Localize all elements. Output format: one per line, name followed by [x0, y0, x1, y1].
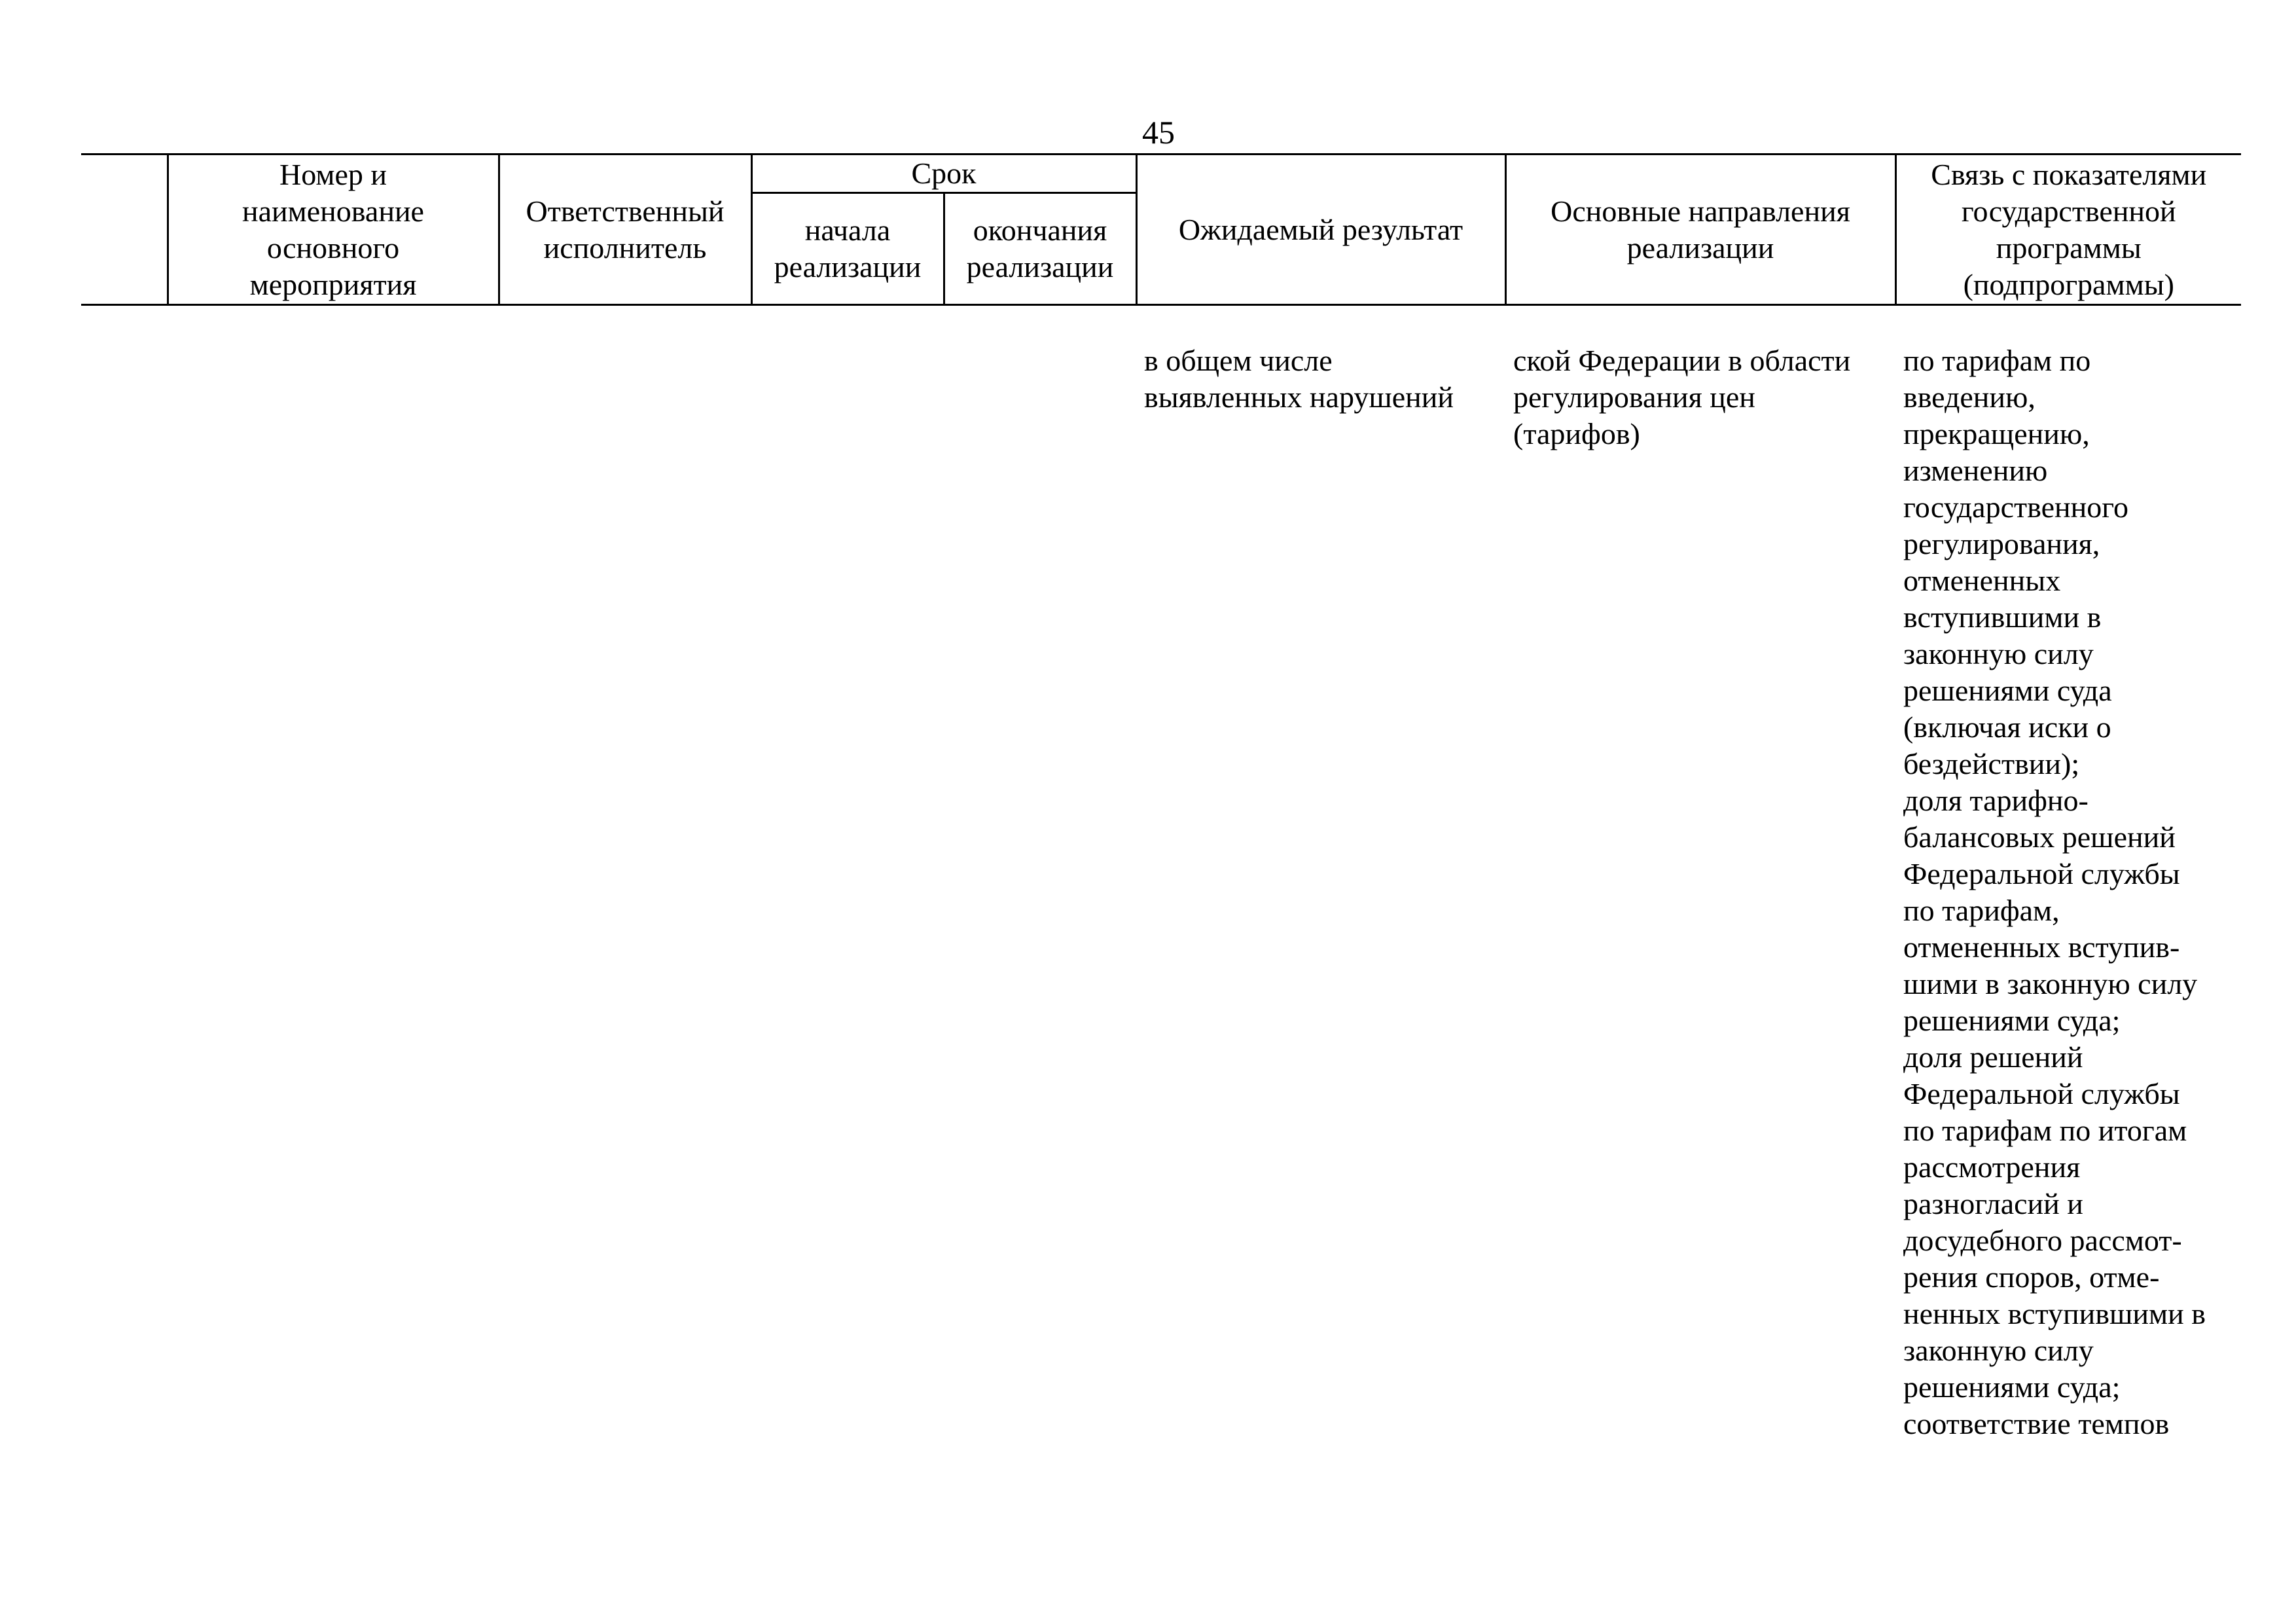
cell-number-name	[168, 305, 499, 1443]
text-line: балансовых решений	[1903, 820, 2176, 854]
header-line: (подпрограммы)	[1963, 267, 2174, 301]
text-line: решениями суда	[1903, 674, 2112, 707]
text-line: досудебного рассмот-	[1903, 1224, 2182, 1257]
header-term-start	[751, 193, 944, 305]
header-blank-cell	[81, 155, 168, 305]
program-activities-table	[81, 153, 2241, 1442]
header-line: наименование	[242, 194, 424, 228]
text-line: (включая иски о	[1903, 710, 2111, 744]
text-line: по тарифам по	[1903, 344, 2091, 377]
text-line: решениями суда;	[1903, 1004, 2121, 1037]
text-line: по тарифам по итогам	[1903, 1114, 2187, 1147]
text-line: отмененных вступив-	[1903, 930, 2180, 964]
text-line: по тарифам,	[1903, 894, 2060, 927]
header-line: основного	[266, 230, 400, 264]
header-line: реализации	[966, 250, 1114, 283]
page-number: 45	[1142, 114, 1175, 151]
cell-blank	[81, 305, 168, 1443]
text-line: законную силу	[1903, 637, 2094, 670]
text-line: бездействии);	[1903, 747, 2080, 780]
text-line: регулирования,	[1903, 527, 2100, 560]
cell-indicators	[1895, 305, 2241, 1443]
table-row	[81, 305, 2241, 1443]
header-line: Связь с показателями	[1931, 157, 2207, 191]
header-line: государственной	[1961, 194, 2176, 228]
text-line: рассмотрения	[1903, 1150, 2081, 1184]
table-header	[81, 155, 2241, 305]
cell-expected-result	[1136, 305, 1505, 1443]
header-expected-result: Ожидаемый результат	[1136, 155, 1505, 305]
header-line: реализации	[774, 250, 922, 283]
header-term-end	[944, 193, 1136, 305]
text-line: шими в законную силу	[1903, 967, 2198, 1000]
text-line: введению,	[1903, 380, 2036, 414]
text-line: доля тарифно-	[1903, 784, 2089, 817]
header-line: Основные направления	[1551, 194, 1850, 228]
text-line: отмененных	[1903, 564, 2061, 597]
header-line: начала	[804, 213, 891, 247]
header-line: исполнитель	[543, 230, 707, 264]
header-indicators	[1895, 155, 2241, 305]
header-line: окончания	[973, 213, 1107, 247]
text-line: (тарифов)	[1513, 417, 1640, 450]
header-number-name	[168, 155, 499, 305]
header-executor	[499, 155, 751, 305]
text-line: изменению	[1903, 454, 2048, 487]
text-line: прекращению,	[1903, 417, 2090, 450]
header-line: мероприятия	[249, 267, 417, 301]
cell-executor	[499, 305, 751, 1443]
text-line: рения споров, отме-	[1903, 1260, 2160, 1294]
cell-term-start	[751, 305, 944, 1443]
header-line: реализации	[1626, 230, 1774, 264]
header-line: программы	[1996, 230, 2142, 264]
header-term: Срок	[751, 155, 1136, 193]
text-line: ненных вступившими в	[1903, 1297, 2206, 1330]
cell-term-end	[944, 305, 1136, 1443]
text-line: государственного	[1903, 490, 2128, 524]
text-line: вступившими в	[1903, 600, 2102, 634]
text-line: соответствие темпов	[1903, 1407, 2170, 1440]
header-directions	[1505, 155, 1895, 305]
text-line: в общем числе	[1144, 344, 1333, 377]
text-line: решениями суда;	[1903, 1370, 2121, 1404]
text-line: регулирования цен	[1513, 380, 1755, 414]
text-line: выявленных нарушений	[1144, 380, 1454, 414]
header-line: Ответственный	[526, 194, 725, 228]
text-line: Федеральной службы	[1903, 1077, 2180, 1110]
text-line: доля решений	[1903, 1040, 2083, 1074]
text-line: Федеральной службы	[1903, 857, 2180, 890]
text-line: разногласий и	[1903, 1187, 2083, 1220]
text-line: ской Федерации в области	[1513, 344, 1851, 377]
header-line: Номер и	[279, 157, 387, 191]
text-line: законную силу	[1903, 1334, 2094, 1367]
cell-directions	[1505, 305, 1895, 1443]
